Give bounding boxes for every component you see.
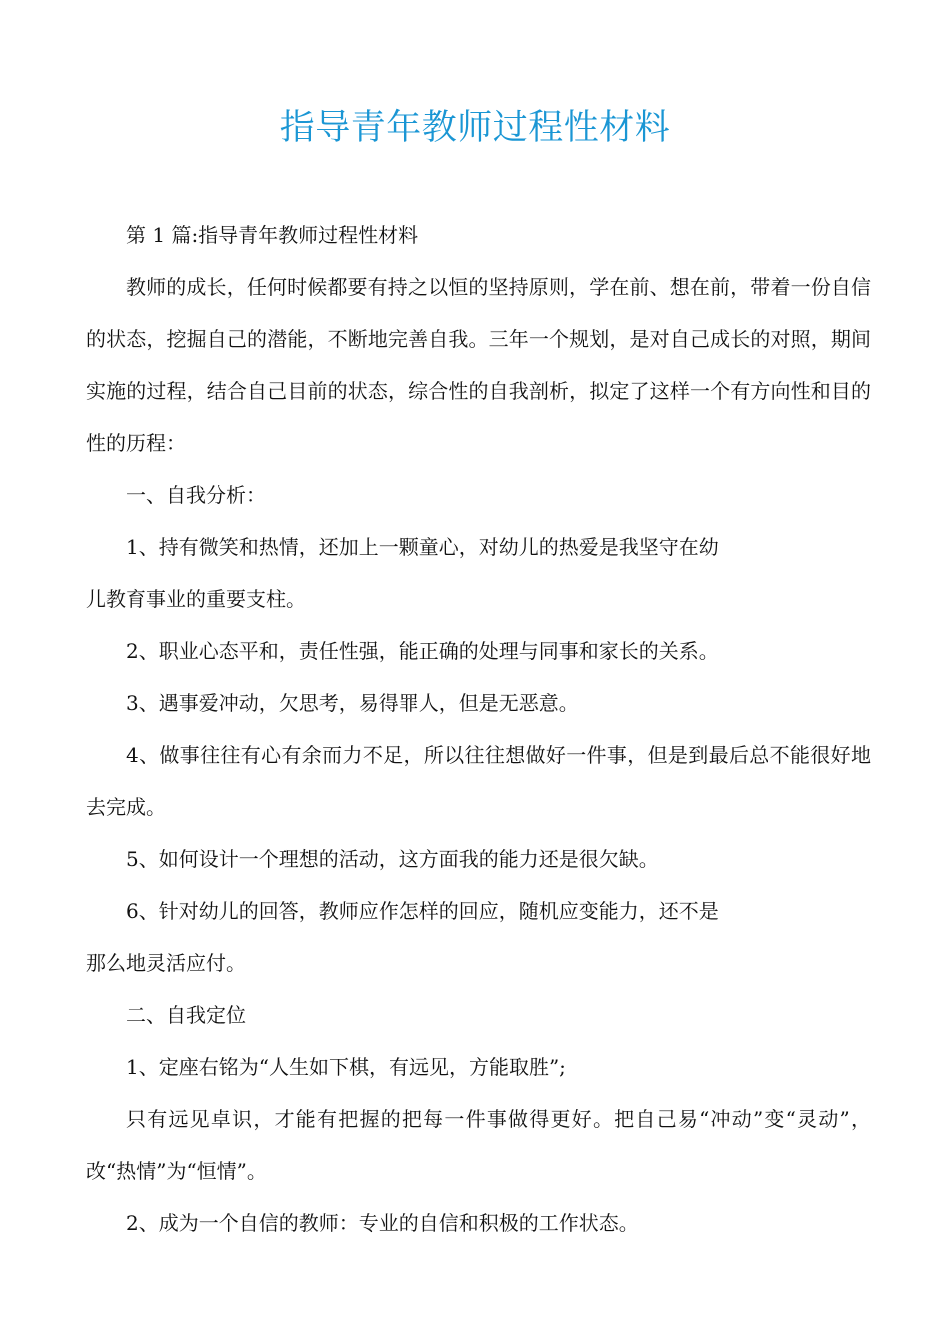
document-body [86,209,871,1249]
section-heading: 二、自我定位 [126,1003,246,1027]
list-item: 5、如何设计一个理想的活动，这方面我的能力还是很欠缺。 [126,847,659,871]
body-paragraph: 教师的成长，任何时候都要有持之以恒的坚持原则，学在前、想在前，带着一份自信的状态，挖掘自己的潜能，不断地完善自我。三年一个规划，是对自己成长的对照，期间实施的过程，结合自己目前的状态，综合性的自我剖析，拟定了这样一个有方向性和目的性的历程： [86,275,871,455]
list-item-line: 儿教育事业的重要支柱。 [86,587,306,611]
list-item-line: 1、持有微笑和热情，还加上一颗童心，对幼儿的热爱是我坚守在幼 [126,535,719,559]
list-item: 2、成为一个自信的教师：专业的自信和积极的工作状态。 [126,1211,639,1235]
list-item: 1、定座右铭为“人生如下棋，有远见，方能取胜”; [126,1055,566,1079]
list-item [86,521,871,625]
list-item: 4、做事往往有心有余而力不足，所以往往想做好一件事，但是到最后总不能很好地去完成。 [86,743,871,819]
list-item: 2、职业心态平和，责任性强，能正确的处理与同事和家长的关系。 [126,639,719,663]
list-item [86,885,871,989]
body-paragraph: 只有远见卓识，才能有把握的把每一件事做得更好。把自己易“冲动”变“灵动”，改“热情”为“恒情”。 [86,1107,871,1183]
document-title: 指导青年教师过程性材料 [279,108,671,148]
list-item-line: 6、针对幼儿的回答，教师应作怎样的回应，随机应变能力，还不是 [126,899,719,923]
list-item-line: 那么地灵活应付。 [86,951,246,975]
chapter-heading: 第 1 篇:指导青年教师过程性材料 [126,223,419,247]
list-item: 3、遇事爱冲动，欠思考，易得罪人，但是无恶意。 [126,691,579,715]
section-heading: 一、自我分析： [126,483,266,507]
